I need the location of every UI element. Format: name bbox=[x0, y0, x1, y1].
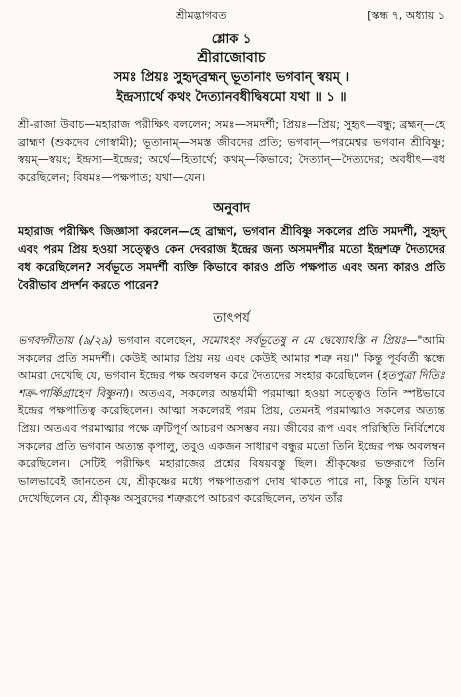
verse-speaker: শ্রীরাজোবাচ bbox=[197, 50, 266, 66]
verse-heading: শ্লোক ১ bbox=[211, 32, 252, 47]
purport-text bbox=[18, 332, 445, 508]
translation-title: অনুবাদ bbox=[213, 201, 250, 216]
book-title: শ্রীমদ্ভাগবত bbox=[176, 9, 227, 22]
verse-line-1: সমঃ প্রিয়ঃ সুহৃদ্‌ব্রহ্মন্ ভূতানাং ভগবান্ স্বয়ম্ । bbox=[113, 70, 350, 85]
purport-gita-reference: ভগবদ্গীতায় (৯/২৯) bbox=[18, 334, 113, 347]
running-head bbox=[18, 8, 445, 24]
purport-sanskrit-quote-2: হতপুত্রা দিতিঃ শক্র-পার্ষ্ণিগ্রাহেণ বিষ্ণুনা bbox=[18, 369, 446, 400]
purport-text-a: ভগবান বলেছেন, bbox=[112, 334, 202, 347]
translation-text: মহারাজ পরীক্ষিৎ জিজ্ঞাসা করলেন—হে ব্রাহ্মণ, ভগবান শ্রীবিষ্ণু সকলের প্রতি সমদর্শী, সুহৃদ্ এবং পরম প্রিয় হওয়া সত্ত্বেও কেন দেবরাজ ইন্দ্রের জন্য অসমদর্শীর মতো ইন্দ্রশত্রু দৈত্যদের বধ করেছিলেন? সর্বভূতে সমদর্শী ব্যক্তি কিভাবে কারও প্রতি পক্ষপাত এবং অন্য কারও প্রতি বৈরীভাব প্রদর্শন করতে পারেন? bbox=[18, 224, 445, 292]
purport-sanskrit-quote: সমোঽহং সর্বভূতেষু ন মে দ্বেষ্যোঽস্তি ন প্রিয়ঃ bbox=[201, 334, 407, 347]
chapter-reference: [স্কন্ধ ৭, অধ্যায় ১ bbox=[367, 9, 445, 22]
verse-line-2: ইন্দ্রস্যার্থে কথং দৈত্যানবধীদ্বিষমো যথা ॥ ১ ॥ bbox=[116, 90, 347, 105]
word-synonyms: শ্রী-রাজা উবাচ—মহারাজ পরীক্ষিৎ বললেন; সমঃ—সমদর্শী; প্রিয়ঃ—প্রিয়; সুহৃৎ—বন্ধু; ব্রহ্মন্—হে ব্রাহ্মণ (শুকদেব গোস্বামী); ভূতানাম্—সমস্ত জীবদের প্রতি; ভগবান্—পরমেশ্বর ভগবান শ্রীবিষ্ণু; স্বয়ম্—স্বয়ং; ইন্দ্রস্য—ইন্দ্রের; অর্থে—হিতার্থে; কথম্—কিভাবে; দৈত্যান্—দৈত্যদের; অবধীৎ—বধ করেছিলেন; বিষমঃ—পক্ষপাত; যথা—যেন। bbox=[18, 118, 445, 184]
purport-title: তাৎপর্য bbox=[213, 311, 250, 326]
purport-text-b: —"আমি সকলের প্রতি সমদর্শী। কেউই আমার প্রিয় নয় এবং কেউই আমার শত্রু নয়।" কিন্তু পূর্ববর্তী স্কন্ধে আমরা দেখেছি যে, ভগবান ইন্দ্রের পক্ষ অবলম্বন করে দৈত্যদের সংহার করেছিলেন ( bbox=[18, 334, 446, 383]
purport-text-c: )। অতএব, সকলের অন্তর্যামী পরমাত্মা হওয়া সত্ত্বেও তিনি স্পষ্টভাবে ইন্দ্রের পক্ষপাতিত্ব করেছিলেন। আত্মা সকলেরই পরম প্রিয়, তেমনই পরমাত্মাও সকলের অত্যন্ত প্রিয়। অতএব পরমাত্মার পক্ষে ত্রুটিপূর্ণ আচরণ অসম্ভব নয়। জীবের রূপ এবং পরিস্থিতি নির্বিশেষে সকলের প্রতি ভগবান অত্যন্ত কৃপালু, তবুও একজন সাধারণ বন্ধুর মতো তিনি ইন্দ্রের পক্ষ অবলম্বন করেছিলেন। সেটিই পরীক্ষিৎ মহারাজের প্রশ্নের বিষয়বস্তু ছিল। শ্রীকৃষ্ণের ভক্তরূপে তিনি ভালভাবেই জানতেন যে, শ্রীকৃষ্ণের মধ্যে পক্ষপাতরূপ দোষ থাকতে পারে না, কিন্তু তিনি যখন দেখেছিলেন যে, শ্রীকৃষ্ণ অসুরদের শত্রুরূপে আচরণ করেছিলেন, তখন তাঁর bbox=[18, 386, 445, 506]
